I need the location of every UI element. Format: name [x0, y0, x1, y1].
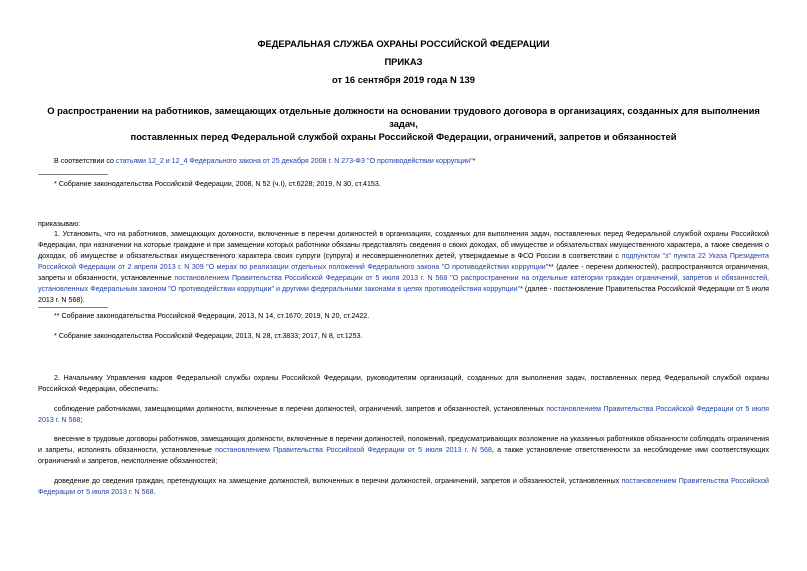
- preamble-text: В соответствии со: [54, 157, 116, 165]
- footnote-1: * Собрание законодательства Российской Федерации, 2008, N 52 (ч.I), ст.6228; 2019, N 30, ст.4153.: [54, 180, 381, 188]
- footnote-divider-2: [38, 307, 108, 308]
- preamble-footnote-mark: *: [472, 157, 476, 165]
- item-2-b-text: внесение в трудовые договоры работников, замещающих должности, включенные в перечни должностей, положений, предусматривающих возложение на указанных работников обязанности соблюдать ограничения и запреты, исполнять обязанности, установленные: [38, 435, 769, 454]
- item-1-text: 1. Установить, что на работников, замещающих должности, включенные в перечни должностей в организациях, созданных для выполнения задач, поставленных перед Федеральной службой охраны Российской Федерации, при назначении на которые граждане и при замещении которых работники обязаны представлять сведения о своих доходах, об имуществе и обязательствах имущественного характера, а также сведения о доходах, об имуществе и обязательствах имущественного характера своих супруги (супруга) и несовершеннолетних детей, утверждаемые в ФСО России в соответствии с: [38, 230, 769, 260]
- footnote-2: ** Собрание законодательства Российской Федерации, 2013, N 14, ст.1670; 2019, N 20, ст.2422.: [54, 312, 370, 320]
- item-2-c-link[interactable]: постановлением Правительства Российской Федерации от 5 июля 2013 г. N 568: [38, 477, 770, 496]
- item-1-text-2: ** (далее - перечни должностей), распространяются ограничения, запреты и обязанности, установленные: [38, 263, 770, 282]
- doc-subject-line2: поставленных перед Федеральной службой охраны Российской Федерации, ограничений, запретов и обязанностей: [130, 131, 677, 142]
- item-2-b-link[interactable]: постановлением Правительства Российской Федерации от 5 июля 2013 г. N 568: [215, 446, 492, 454]
- preamble-law-link[interactable]: статьями 12_2 и 12_4 Федерального закона от 25 декабря 2008 г. N 273-ФЗ "О противодействии коррупции": [115, 157, 473, 165]
- item-2-c: [38, 476, 769, 498]
- doc-type: ПРИКАЗ: [384, 56, 423, 67]
- agency-title: ФЕДЕРАЛЬНАЯ СЛУЖБА ОХРАНЫ РОССИЙСКОЙ ФЕДЕРАЦИИ: [257, 38, 550, 49]
- item-1-decree-link[interactable]: подпунктом "з" пункта 22 Указа Президента Российской Федерации от 2 апреля 2013 г. N 309 "О мерах по реализации отдельных положений Федерального закона "О противодействии коррупции": [38, 252, 769, 271]
- item-2-b-end: , а также установление ответственности за несоблюдение ими соответствующих ограничений и запретов, неисполнение обязанностей;: [38, 446, 770, 465]
- item-2-a: [38, 404, 769, 426]
- item-2-b: [38, 434, 769, 467]
- item-1-resolution-link[interactable]: постановлением Правительства Российской Федерации от 5 июля 2013 г. N 568 "О распространении на отдельные категории граждан ограничений, запретов и обязанностей, установленных Федеральным законом "О противодействии коррупции" и другими федеральными законами в целях противодействия коррупции": [38, 274, 769, 293]
- footnote-divider: [38, 174, 108, 175]
- doc-subject-line1: О распространении на работников, замещающих отдельные должности на основании трудового договора в организациях, созданных для выполнения задач,: [47, 105, 760, 129]
- item-2-intro-text: 2. Начальнику Управления кадров Федеральной службы охраны Российской Федерации, руководителям организаций, созданных для выполнения задач, поставленных перед Федеральной службой охраны Российской Федерации, обеспечить:: [38, 374, 769, 393]
- item-2-intro: [38, 373, 769, 395]
- order-word: приказываю:: [38, 220, 81, 228]
- item-2-c-end: .: [153, 488, 156, 496]
- item-2-c-text: доведение до сведения граждан, претендующих на замещение должностей, включенных в перечни должностей, ограничений, запретов и обязанностей, установленных: [54, 477, 622, 485]
- item-2-a-text: соблюдение работниками, замещающими должности, включенные в перечни должностей, ограничений, запретов и обязанностей, установленных: [54, 405, 547, 413]
- item-1-text-3: * (далее - постановление Правительства Российской Федерации от 5 июля 2013 г. N 568).: [38, 285, 769, 304]
- doc-date-number: от 16 сентября 2019 года N 139: [332, 74, 475, 85]
- doc-subject: [40, 104, 767, 143]
- item-2-a-link[interactable]: постановлением Правительства Российской Федерации от 5 июля 2013 г. N 568: [38, 405, 769, 424]
- preamble: [54, 156, 475, 167]
- footnote-3: * Собрание законодательства Российской Федерации, 2013, N 28, ст.3833; 2017, N 8, ст.1253.: [54, 332, 363, 340]
- item-1: [38, 229, 769, 306]
- item-2-a-end: ;: [80, 416, 83, 424]
